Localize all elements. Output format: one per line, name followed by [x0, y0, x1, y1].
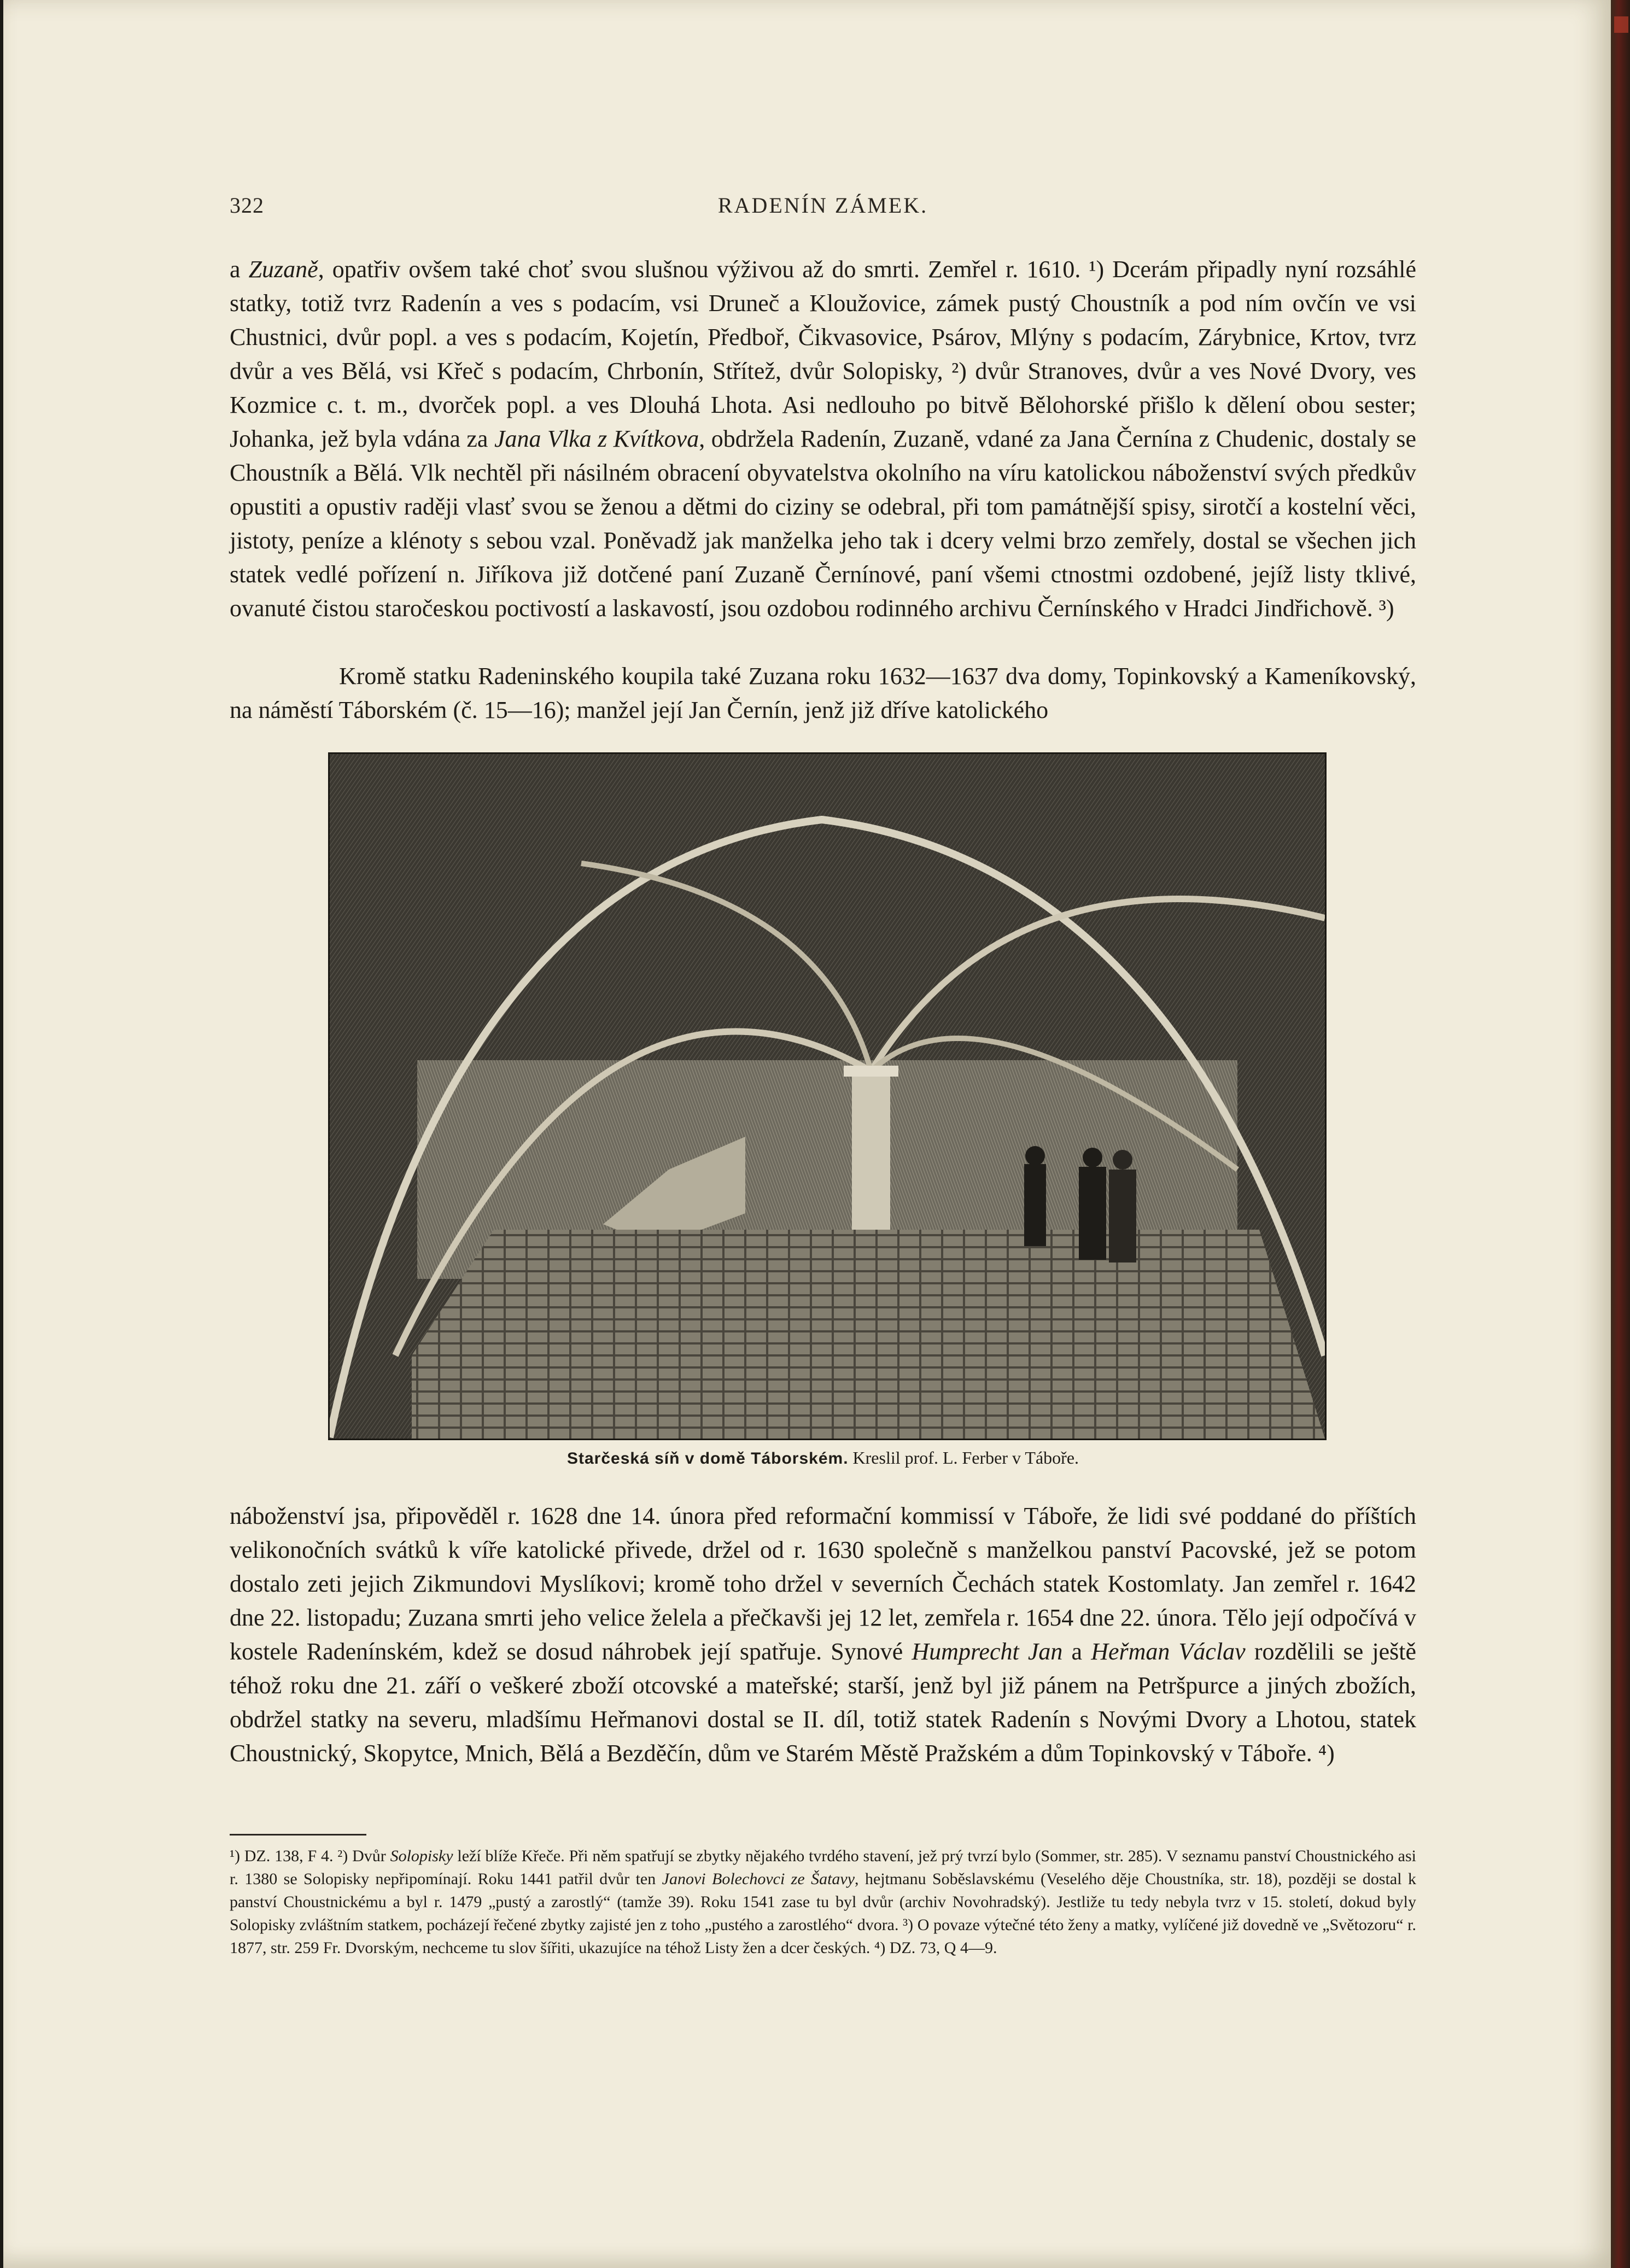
italic-name: Jana Vlka z Kvítkova: [494, 425, 699, 452]
page-number: 322: [230, 193, 264, 218]
italic-name: Solopisky: [390, 1847, 453, 1865]
spine-bookmark: [1614, 16, 1628, 33]
text-run: leží blíže Křeče. Při něm spatřují se zbytky nějakého tvrdého stavení, jež prý tvrzí bylo (Sommer, str. 285). V seznamu panství Choustnického asi r. 1380 se Solopisky nepřipomínají. Roku 1441 patřil dvůr ten: [230, 1847, 1416, 1888]
text-run: a: [1062, 1638, 1091, 1665]
text-run: rozdělili se ještě téhož roku dne 21. září o veškeré zboží otcovské a mateřské; starší, jenž byl již pánem na Petršpurce a jiných zbožích, obdržel statky na severu, mladšímu Heřmanovi dostal se II. díl, totiž statek Radenín s Novými Dvory a Lhotou, statek Choustnický, Skopytce, Mnich, Bělá a Bezděčín, dům ve Starém Městě Pražském a dům Topinkovský v Táboře. ⁴): [230, 1638, 1416, 1767]
text-run: náboženství jsa, připověděl r. 1628 dne 14. února před reformační kommissí v Táboře, že lidi své poddané do příštích velikonočních svátků k víře katolické přivede, držel od r. 1630 společně s manželkou panství Pacovské, jež se potom dostalo zeti jejich Zikmundovi Myslíkovi; kromě toho držel v severních Čechách statek Kostomlaty. Jan zemřel r. 1642 dne 22. listopadu; Zuzana smrti jeho velice želela a přečkavši jej 12 let, zemřela r. 1654 dne 22. února. Tělo její odpočívá v kostele Radenínském, kdež se dosud náhrobek její spatřuje. Synové: [230, 1503, 1416, 1665]
italic-name: Janovi Bolechovci ze Šatavy: [662, 1870, 855, 1888]
text-run: ¹) DZ. 138, F 4. ²) Dvůr: [230, 1847, 390, 1865]
footnote-divider: [230, 1834, 366, 1836]
footnotes: [230, 1845, 1416, 1960]
text-run: , hejtmanu Soběslavskému (Veselého děje Choustníka, str. 18), později se dostal k panství Choustnickému a byl r. 1479 „pustý a zarostlý“ (tamže 39). Roku 1541 zase tu byl dvůr (archiv Novohradský). Jestliže tu tedy nebyla tvrz v 15. století, dokud byly Solopisky zvláštním statkem, pocházejí řečené zbytky zajisté jen z toho „pustého a zarostlého“ dvora. ³) O povaze výtečné této ženy a matky, vylíčené již dovedně ve „Světozoru“ r. 1877, str. 259 Fr. Dvorským, nechceme tu slov šířiti, ukazujíce na téhož Listy žen a dcer českých. ⁴) DZ. 73, Q 4—9.: [230, 1870, 1416, 1957]
figure-caption: [230, 1448, 1416, 1468]
italic-name: Heřman Václav: [1091, 1638, 1246, 1665]
text-run: a: [230, 256, 249, 283]
caption-title: Starčeská síň v domě Táborském.: [566, 1449, 849, 1468]
engraving-illustration: [328, 752, 1327, 1440]
book-spine: [1611, 0, 1630, 2268]
text-run: , obdržela Radenín, Zuzaně, vdané za Jana Černína z Chudenic, dostaly se Choustník a Bělá. Vlk nechtěl při násilném obracení obyvatelstva okolního na víru katolickou náboženství svých předkův opustiti a opustiv raději vlasť svou se ženou a dětmi do ciziny se odebral, při tom památnější spisy, sirotčí a kostelní věci, jistoty, peníze a klénoty s sebou vzal. Poněvadž jak manželka jeho tak i dcery velmi brzo zemřely, dostal se všechen jich statek vedlé pořízení n. Jiříkova již dotčené paní Zuzaně Černínové, paní všemi ctnostmi ozdobené, jejíž listy tklivé, ovanuté čistou staročeskou poctivostí a laskavostí, jsou ozdobou rodinného archivu Černínského v Hradci Jindřichově. ³): [230, 425, 1417, 622]
running-title: RADENÍN ZÁMEK.: [717, 193, 928, 218]
text-run: , opatřiv ovšem také choť svou slušnou výživou až do smrti. Zemřel r. 1610. ¹) Dcerám připadly nyní rozsáhlé statky, totiž tvrz Radenín a ves s podacím, vsi Druneč a Kloužovice, zámek pustý Choustník a pod ním ovčín ve vsi Chustnici, dvůr popl. a ves s podacím, Kojetín, Předboř, Čikvasovice, Psárov, Mlýny s podacím, Zárybnice, Krtov, tvrz dvůr a ves Bělá, vsi Křeč s podacím, Chrbonín, Střítež, dvůr Solopisky, ²) dvůr Stranoves, dvůr a ves Nové Dvory, ves Kozmice c. t. m., dvorček popl. a ves Dlouhá Lhota. Asi nedlouho po bitvě Bělohorské přišlo k dělení obou sester; Johanka, jež byla vdána za: [230, 256, 1416, 452]
caption-credit: Kreslil prof. L. Ferber v Táboře.: [852, 1448, 1079, 1468]
vaulted-hall-engraving: [330, 754, 1325, 1439]
paragraph-1: [230, 253, 1416, 626]
paragraph-2-text: Kromě statku Radeninského koupila také Zuzana roku 1632—1637 dva domy, Topinkovský a Kameníkovský, na náměstí Táborském (č. 15—16); manžel její Jan Černín, jenž již dříve katolického: [230, 663, 1416, 723]
paragraph-3: [230, 1499, 1416, 1770]
italic-name: Humprecht Jan: [912, 1638, 1063, 1665]
page-header: [230, 192, 1416, 225]
italic-name: Zuzaně: [248, 256, 318, 283]
paragraph-2: [230, 659, 1416, 727]
